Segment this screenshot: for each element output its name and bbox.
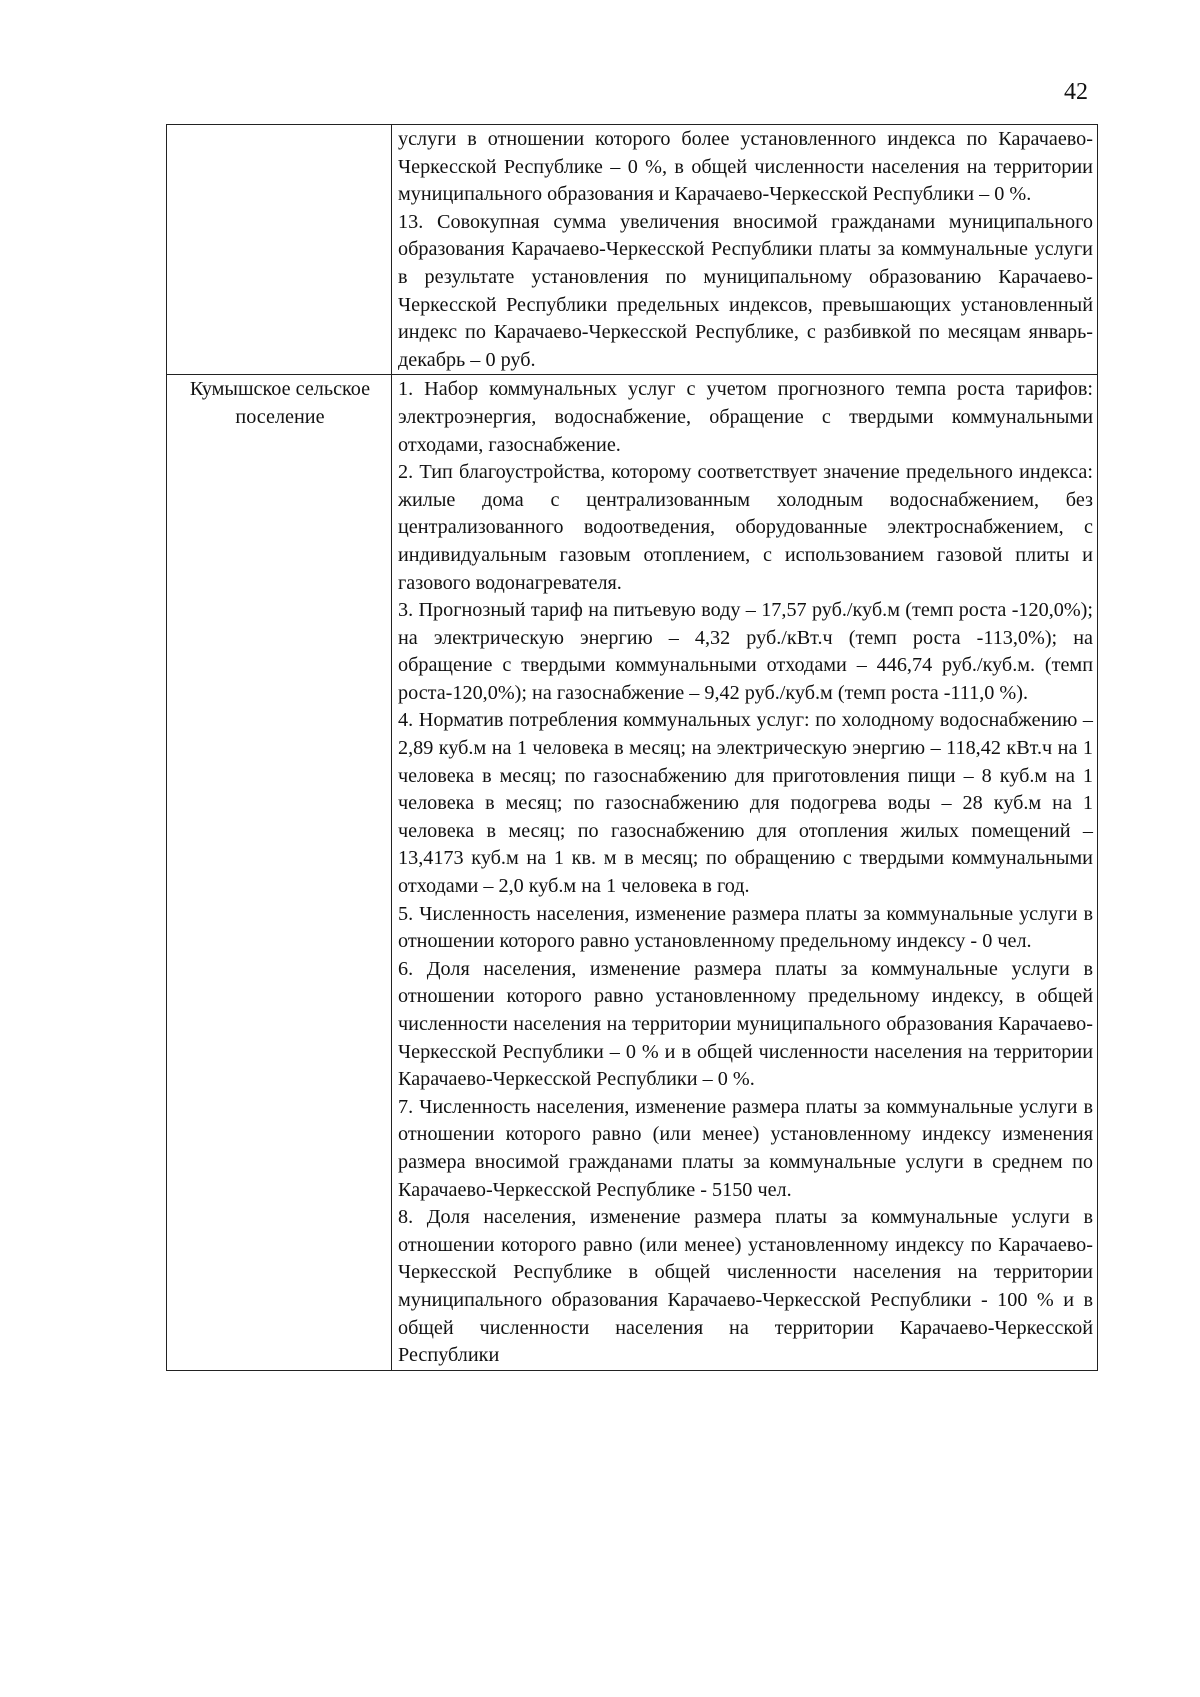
paragraph: 13. Совокупная сумма увеличения вносимой гражданами муниципального образования Карачаево-Черкесской Республики платы за коммунальные услуги в результате установления по муниципальному образованию Карачаево-Черкесской Республики предельных индексов, превышающих установленный индекс по Карачаево-Черкесской Республике, с разбивкой по месяцам январь-декабрь – 0 руб. <box>398 210 1093 371</box>
paragraph: 1. Набор коммунальных услуг с учетом прогнозного темпа роста тарифов: электроэнергия, водоснабжение, обращение с твердыми коммунальными отходами, газоснабжение. <box>398 378 1093 456</box>
paragraph: 4. Норматив потребления коммунальных услуг: по холодному водоснабжению – 2,89 куб.м на 1 человека в месяц; на электрическую энергию – 118,42 кВт.ч на 1 человека в месяц; по газоснабжению для приготовления пищи – 8 куб.м на 1 человека в месяц; по газоснабжению для подогрева воды – 28 куб.м на 1 человека в месяц; по газоснабжению для отопления жилых помещений – 13,4173 куб.м на 1 кв. м в месяц; по обращению с твердыми коммунальными отходами – 2,0 куб.м на 1 человека в год. <box>398 709 1093 898</box>
paragraph: 2. Тип благоустройства, которому соответствует значение предельного индекса: жилые дома с централизованным холодным водоснабжением, без централизованного водоотведения, оборудованные электроснабжением, с индивидуальным газовым отоплением, с использованием газовой плиты и газового водонагревателя. <box>398 461 1093 594</box>
table-row <box>167 125 1098 375</box>
paragraph: услуги в отношении которого более установленного индекса по Карачаево-Черкесской Республике – 0 %, в общей численности населения на территории муниципального образования и Карачаево-Черкесской Республики – 0 %. <box>398 128 1093 206</box>
municipality-index-table <box>166 124 1098 1371</box>
paragraph: 8. Доля населения, изменение размера платы за коммунальные услуги в отношении которого равно (или менее) установленному индексу по Карачаево-Черкесской Республике в общей численности населения на территории муниципального образования Карачаево-Черкесской Республики - 100 % и в общей численности населения на территории Карачаево-Черкесской Республики <box>398 1206 1093 1367</box>
paragraph: 5. Численность населения, изменение размера платы за коммунальные услуги в отношении которого равно установленному предельному индексу - 0 чел. <box>398 902 1093 953</box>
page-number: 42 <box>1064 79 1088 105</box>
paragraph: 3. Прогнозный тариф на питьевую воду – 17,57 руб./куб.м (темп роста -120,0%); на электрическую энергию – 4,32 руб./кВт.ч (темп роста -113,0%); на обращение с твердыми коммунальными отходами – 446,74 руб./куб.м. (темп роста-120,0%); на газоснабжение – 9,42 руб./куб.м (темп роста -111,0 %). <box>398 599 1093 704</box>
table-row <box>167 375 1098 1370</box>
paragraph: 7. Численность населения, изменение размера платы за коммунальные услуги в отношении которого равно (или менее) установленному индексу изменения размера вносимой гражданами платы за коммунальные услуги в среднем по Карачаево-Черкесской Республике - 5150 чел. <box>398 1095 1093 1201</box>
description-cell <box>392 125 1098 375</box>
description-cell <box>392 375 1098 1370</box>
municipality-cell: Кумышское сельское поселение <box>167 375 392 1370</box>
municipality-cell <box>167 125 392 375</box>
paragraph: 6. Доля населения, изменение размера платы за коммунальные услуги в отношении которого равно установленному предельному индексу, в общей численности населения на территории муниципального образования Карачаево-Черкесской Республики – 0 % и в общей численности населения на территории Карачаево-Черкесской Республики – 0 %. <box>398 957 1093 1091</box>
